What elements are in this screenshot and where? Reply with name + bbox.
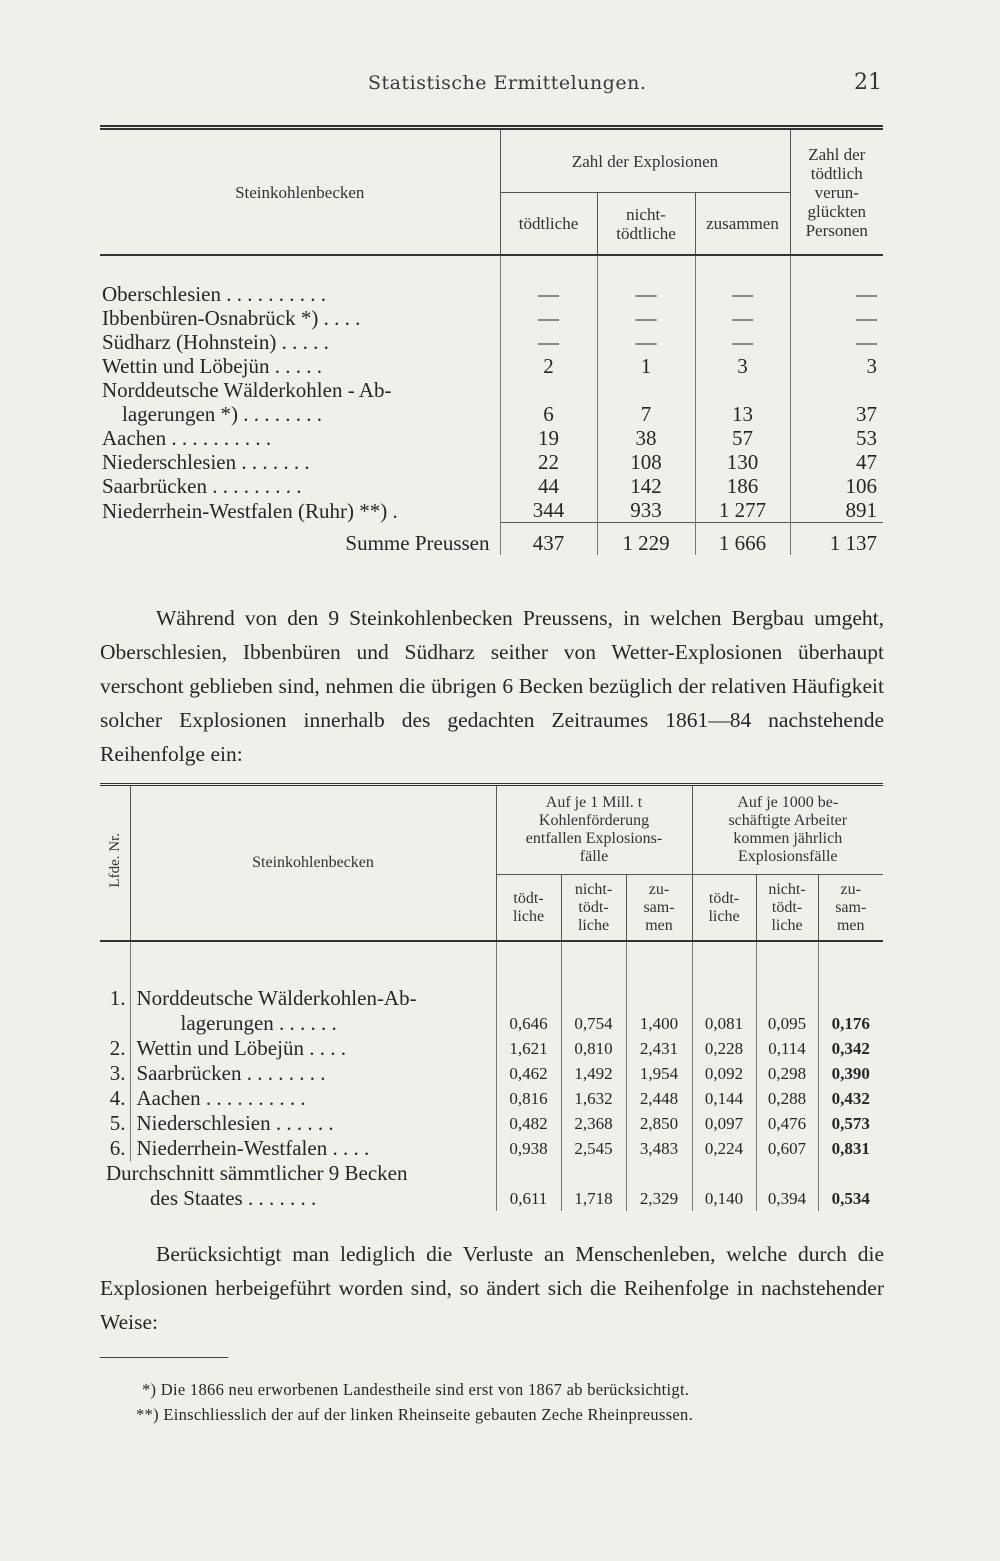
header-row-number: Lfde. Nr.	[100, 785, 130, 942]
average-label-line1: Durchschnitt sämmtlicher 9 Becken	[106, 1161, 408, 1185]
header-fatal: tödtliche	[500, 193, 597, 256]
table-row: Niederrhein-Westfalen (Ruhr) **) . 344 933 1 277 891	[100, 498, 883, 523]
header-explosions-group: Zahl der Explosionen	[500, 128, 790, 193]
header-per-million-t: Auf je 1 Mill. t Kohlenförderung entfallen Explosions- fälle	[496, 785, 692, 875]
table-row: 6. Niederrhein-Westfalen . . . . 0,938 2,545 3,483 0,224 0,607 0,831	[100, 1136, 883, 1161]
header-nonfatal: nicht- tödtliche	[597, 193, 695, 256]
table-row: Ibbenbüren-Osnabrück *) . . . . — — — —	[100, 306, 883, 330]
body-paragraph: Berücksichtigt man lediglich die Verluste an Menschenleben, welche durch die Explosionen herbeigeführt worden sind, so ändert sich die Reihenfolge in nachstehender Weise:	[100, 1242, 884, 1334]
running-title: Statistische Ermittelungen.	[368, 72, 647, 94]
table-row: Oberschlesien . . . . . . . . . . — — — —	[100, 255, 883, 306]
table-row: 2. Wettin und Löbejün . . . . 1,621 0,810 2,431 0,228 0,114 0,342	[100, 1036, 883, 1061]
table-row: Niederschlesien . . . . . . . 22 108 130 47	[100, 450, 883, 474]
header-nonfatal: nicht- tödt- liche	[756, 875, 818, 942]
header-basin: Steinkohlenbecken	[100, 128, 500, 256]
table-row: 5. Niederschlesien . . . . . . 0,482 2,368 2,850 0,097 0,476 0,573	[100, 1111, 883, 1136]
table-row: Wettin und Löbejün . . . . . 2 1 3 3	[100, 354, 883, 378]
table-row: Norddeutsche Wälderkohlen - Ab-	[100, 378, 883, 402]
header-fatal: tödt- liche	[496, 875, 561, 942]
average-row: des Staates . . . . . . . 0,611 1,718 2,329 0,140 0,394 0,534	[100, 1186, 883, 1211]
header-basin: Steinkohlenbecken	[130, 785, 496, 942]
page-number: 21	[854, 70, 882, 95]
average-row	[100, 1161, 883, 1186]
table-row: 1. Norddeutsche Wälderkohlen-Ab-	[100, 941, 883, 1011]
table-row: lagerungen *) . . . . . . . . 6 7 13 37	[100, 402, 883, 426]
table-row: Aachen . . . . . . . . . . 19 38 57 53	[100, 426, 883, 450]
footnote-2: **) Einschliesslich der auf der linken Rheinseite gebauten Zeche Rheinpreussen.	[136, 1405, 694, 1424]
header-total: zu- sam- men	[818, 875, 883, 942]
body-paragraph: Während von den 9 Steinkohlenbecken Preussens, in welchen Bergbau umgeht, Oberschlesien, Ibbenbüren und Südharz seither von Wetter-Explosionen überhaupt verschont geblieben sind, nehmen die übrigen 6 Becken bezüglich der relativen Häufigkeit solcher Explosionen innerhalb des gedachten Zeitraumes 1861—84 nachstehende Reihenfolge ein:	[100, 606, 884, 766]
explosion-frequency-table	[100, 783, 883, 1211]
footnotes	[100, 1377, 884, 1427]
table-row: Saarbrücken . . . . . . . . . 44 142 186 106	[100, 474, 883, 498]
header-total: zu- sam- men	[626, 875, 692, 942]
header-persons: Zahl der tödtlich verun- glückten Personen	[790, 128, 883, 256]
sum-label: Summe Preussen	[345, 531, 490, 555]
running-head	[100, 68, 882, 102]
footnote-1: *) Die 1866 neu erworbenen Landestheile sind erst von 1867 ab berücksichtigt.	[142, 1380, 690, 1399]
footnote-rule	[100, 1357, 228, 1358]
header-total: zusammen	[695, 193, 790, 256]
header-per-1000-workers: Auf je 1000 be- schäftigte Arbeiter kommen jährlich Explosionsfälle	[692, 785, 883, 875]
header-fatal: tödt- liche	[692, 875, 756, 942]
header-nonfatal: nicht- tödt- liche	[561, 875, 626, 942]
table-row: Südharz (Hohnstein) . . . . . — — — —	[100, 330, 883, 354]
explosions-count-table	[100, 125, 883, 555]
table-row: 3. Saarbrücken . . . . . . . . 0,462 1,492 1,954 0,092 0,298 0,390	[100, 1061, 883, 1086]
average-label-line2: des Staates . . . . . . .	[150, 1186, 317, 1210]
table-row: lagerungen . . . . . . 0,646 0,754 1,400 0,081 0,095 0,176	[100, 1011, 883, 1036]
sum-row: Summe Preussen 437 1 229 1 666 1 137	[100, 523, 883, 556]
table-row: 4. Aachen . . . . . . . . . . 0,816 1,632 2,448 0,144 0,288 0,432	[100, 1086, 883, 1111]
